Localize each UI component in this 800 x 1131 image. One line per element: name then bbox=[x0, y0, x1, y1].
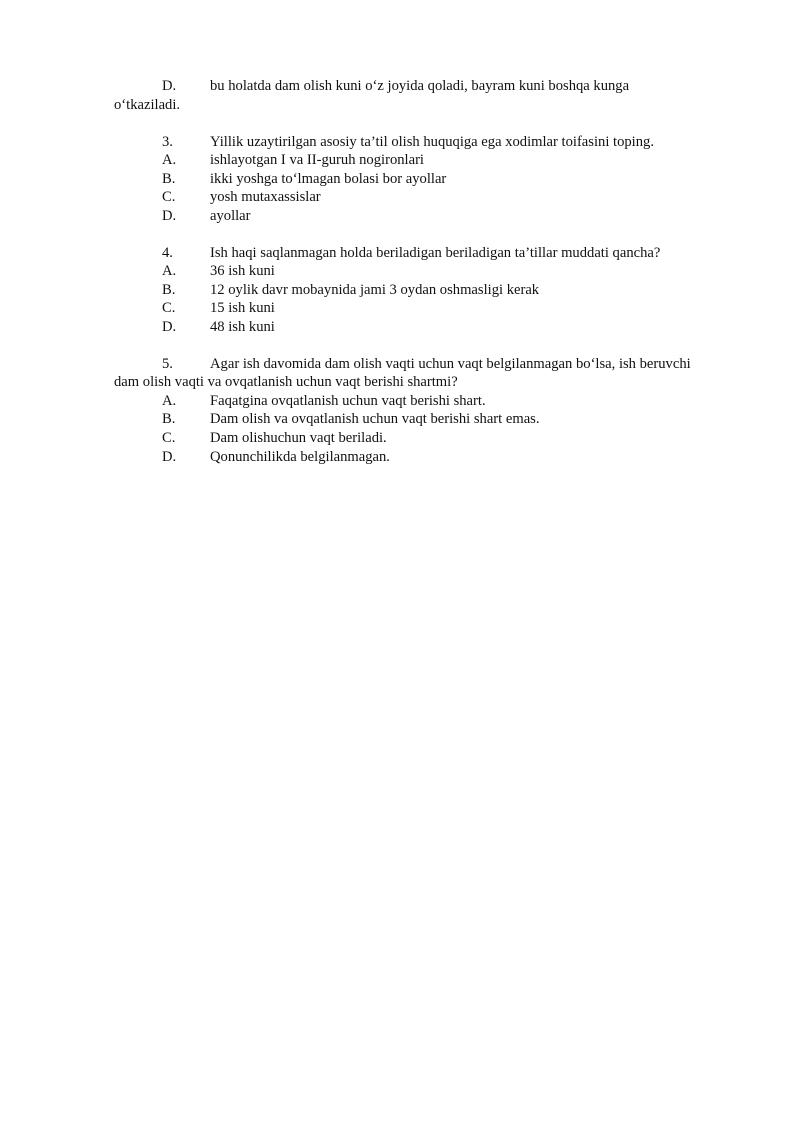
option-letter: A. bbox=[162, 393, 177, 409]
option-letter: A. bbox=[162, 263, 177, 279]
option-text-continued: o‘tkaziladi. bbox=[114, 97, 181, 113]
option-text: 12 oylik davr mobaynida jami 3 oydan oshmasligi kerak bbox=[210, 282, 540, 298]
option-letter: B. bbox=[162, 411, 176, 427]
option-text: ishlayotgan I va II-guruh nogironlari bbox=[210, 152, 424, 168]
question-text: Ish haqi saqlanmagan holda beriladigan beriladigan ta’tillar muddati qancha? bbox=[210, 245, 661, 261]
option-letter: A. bbox=[162, 152, 177, 168]
option-letter: D. bbox=[162, 208, 177, 224]
option-text: yosh mutaxassislar bbox=[210, 189, 321, 205]
question-number: 5. bbox=[162, 356, 173, 372]
option-text: 48 ish kuni bbox=[210, 319, 275, 335]
option-letter: C. bbox=[162, 430, 176, 446]
option-letter: D. bbox=[162, 78, 177, 94]
option-text: ayollar bbox=[210, 208, 251, 224]
option-text: Faqatgina ovqatlanish uchun vaqt berishi shart. bbox=[210, 393, 486, 409]
option-text: 15 ish kuni bbox=[210, 300, 275, 316]
option-text: Qonunchilikda belgilanmagan. bbox=[210, 449, 390, 465]
option-letter: B. bbox=[162, 282, 176, 298]
option-text: Dam olish va ovqatlanish uchun vaqt berishi shart emas. bbox=[210, 411, 540, 427]
option-letter: D. bbox=[162, 319, 177, 335]
option-text: 36 ish kuni bbox=[210, 263, 275, 279]
question-text: Yillik uzaytirilgan asosiy ta’til olish huquqiga ega xodimlar toifasini toping. bbox=[210, 134, 654, 150]
option-letter: D. bbox=[162, 449, 177, 465]
option-text: ikki yoshga to‘lmagan bolasi bor ayollar bbox=[210, 171, 447, 187]
option-letter: B. bbox=[162, 171, 176, 187]
option-text: bu holatda dam olish kuni o‘z joyida qoladi, bayram kuni boshqa kunga bbox=[210, 78, 630, 94]
question-text: Agar ish davomida dam olish vaqti uchun vaqt belgilanmagan bo‘lsa, ish beruvchi bbox=[210, 356, 691, 372]
question-number: 4. bbox=[162, 245, 173, 261]
question-number: 3. bbox=[162, 134, 173, 150]
option-letter: C. bbox=[162, 300, 176, 316]
question-text-continued: dam olish vaqti va ovqatlanish uchun vaqt berishi shartmi? bbox=[114, 374, 458, 390]
option-letter: C. bbox=[162, 189, 176, 205]
option-text: Dam olishuchun vaqt beriladi. bbox=[210, 430, 387, 446]
